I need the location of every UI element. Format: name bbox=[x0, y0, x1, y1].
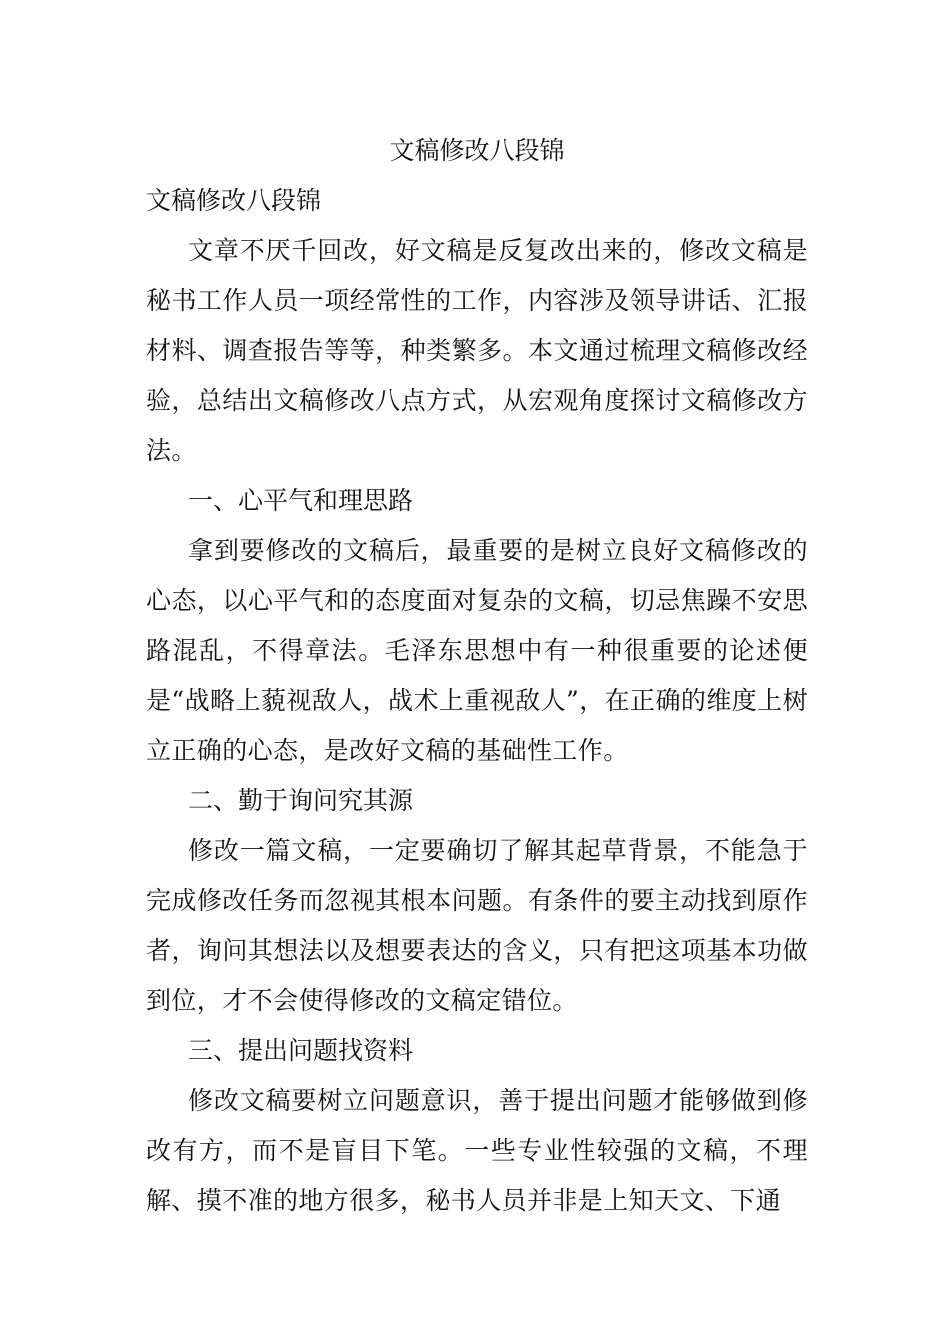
document-title: 文稿修改八段锦 bbox=[389, 136, 565, 165]
section-body-2: 修改一篇文稿，一定要确切了解其起草背景，不能急于完成修改任务而忽视其根本问题。有条件的要主动找到原作者，询问其想法以及想要表达的含义，只有把这项基本功做到位，才不会使得修改的文稿定错位。 bbox=[146, 836, 808, 1015]
section-heading-1: 一、心平气和理思路 bbox=[188, 486, 414, 515]
intro-paragraph: 文章不厌千回改，好文稿是反复改出来的，修改文稿是秘书工作人员一项经常性的工作，内容涉及领导讲话、汇报材料、调查报告等等，种类繁多。本文通过梳理文稿修改经验，总结出文稿修改八点方式，从宏观角度探讨文稿修改方法。 bbox=[146, 236, 808, 465]
document-page bbox=[146, 128, 808, 1226]
section-body-3: 修改文稿要树立问题意识，善于提出问题才能够做到修改有方，而不是盲目下笔。一些专业性较强的文稿，不理解、摸不准的地方很多，秘书人员并非是上知天文、下通 bbox=[146, 1086, 808, 1215]
section-heading-3: 三、提出问题找资料 bbox=[188, 1036, 414, 1065]
section-body-1: 拿到要修改的文稿后，最重要的是树立良好文稿修改的心态，以心平气和的态度面对复杂的文稿，切忌焦躁不安思路混乱，不得章法。毛泽东思想中有一种很重要的论述便是“战略上藐视敌人，战术上重视敌人”，在正确的维度上树立正确的心态，是改好文稿的基础性工作。 bbox=[146, 536, 808, 765]
document-subtitle: 文稿修改八段锦 bbox=[146, 186, 322, 215]
section-heading-2: 二、勤于询问究其源 bbox=[188, 786, 414, 815]
